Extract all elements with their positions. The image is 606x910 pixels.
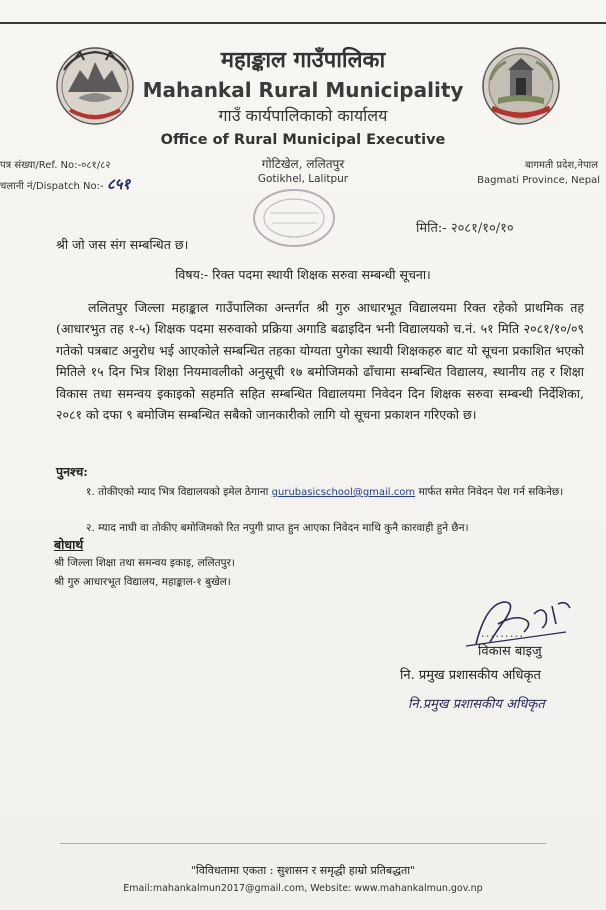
reference-number: पत्र संख्या/Ref. No:-०८१/८२ xyxy=(0,160,111,171)
footer-motto: "विविधतामा एकता : सुशासन र समृद्धी हाम्रो प्रतिबद्धता" xyxy=(190,864,416,877)
ps1-text-before: १. तोकीएको म्याद भित्र विद्यालयको इमेल ठेगाना xyxy=(86,486,269,498)
dispatch-number-line xyxy=(0,174,130,194)
postscript-heading: पुनश्च: xyxy=(56,464,88,479)
signatory-title-handwritten: नि.प्रमुख प्रशासकीय अधिकृत xyxy=(408,697,545,712)
signature-line: .......... xyxy=(476,626,525,640)
faint-office-stamp xyxy=(246,183,342,253)
addressee: श्री जो जस संग सम्बन्धित छ। xyxy=(56,237,189,252)
location-english: Gotikhel, Lalitpur xyxy=(257,173,349,185)
letter-body xyxy=(56,297,584,425)
municipality-name-english: Mahankal Rural Municipality xyxy=(142,78,464,102)
postscript-item-2: २. म्याद नाघी वा तोकीए बमोजिमको रित नपुगी प्राप्त हुन आएका निवेदन माथि कुनै कारवाही हुने छैन। xyxy=(86,522,469,534)
municipality-name-nepali: महाङ्काल गाउँपालिका xyxy=(220,47,386,73)
footer-divider xyxy=(60,843,546,844)
ps1-text-after: मार्फत समेत निवेदन पेश गर्न सकिनेछ। xyxy=(418,486,564,498)
province-nepali: बागमती प्रदेश,नेपाल xyxy=(525,160,598,171)
cc-recipient-1: श्री जिल्ला शिक्षा तथा समन्वय इकाइ, ललितपुर। xyxy=(54,557,235,569)
cc-recipient-2: श्री गुरु आधारभूत विद्यालय, महाङ्काल-१ बुखेल। xyxy=(54,576,231,588)
location-nepali: गोटिखेल, ललितपुर xyxy=(261,157,345,171)
postscript-item-1 xyxy=(86,484,576,501)
letter-date: मिति:- २०८१/१०/१० xyxy=(416,221,514,236)
body-text: ललितपुर जिल्ला महाङ्काल गाउँपालिका अन्तर्गत श्री गुरु आधारभूत विद्यालयमा रिक्त रहेको प्राथमिक तह (आधारभुत तह १-५) शिक्षक पदमा सरुवाको प्रक्रिया अगाडि बढाइदिन भनी विद्यालयको च.नं. ५१ मिति २०८१/१०/०९ गतेको पत्रबाट अनुरोध भई आएकोले सम्बन्धित तहका योग्यता पुगेका स्थायी शिक्षकहरु बाट यो सूचना प्रकाशित भएको मितिले १५ दिन भित्र शिक्षा नियमावलीको अनुसूची १७ बमोजिमको ढाँचामा सम्बन्धित विद्यालय, स्थानीय तह र शिक्षा विकास तथा समन्वय इकाइको सहमति सहित सम्बन्धित विद्यालयमा निवेदन दिन शिक्षक सरुवा सम्बन्धी निर्देशिका, २०८१ को दफा ९ बमोजिम सम्बन्धित सबैको जानकारीको लागि यो सूचना प्रकाशन गरिएको छ। xyxy=(56,300,584,423)
dispatch-number-handwritten: ८५१ xyxy=(106,175,131,193)
school-email-link[interactable]: gurubasicschool@gmail.com xyxy=(271,487,416,498)
province-english: Bagmati Province, Nepal xyxy=(477,175,600,186)
dispatch-label: चलानी नं/Dispatch No:- xyxy=(0,181,104,192)
signatory-name: विकास बाइजु xyxy=(478,644,542,659)
signatory-title: नि. प्रमुख प्रशासकीय अधिकृत xyxy=(400,668,541,683)
footer-contact: Email:mahankalmun2017@gmail.com, Website: www.mahankalmun.gov.np xyxy=(123,883,483,894)
top-border-line xyxy=(0,22,606,24)
cc-heading: बोधार्थ xyxy=(54,537,84,552)
letter-subject: विषय:- रिक्त पदमा स्थायी शिक्षक सरुवा सम्बन्धी सूचना। xyxy=(175,267,431,282)
office-name-english: Office of Rural Municipal Executive xyxy=(160,132,446,148)
office-name-nepali: गाउँ कार्यपालिकाको कार्यालय xyxy=(218,106,388,125)
